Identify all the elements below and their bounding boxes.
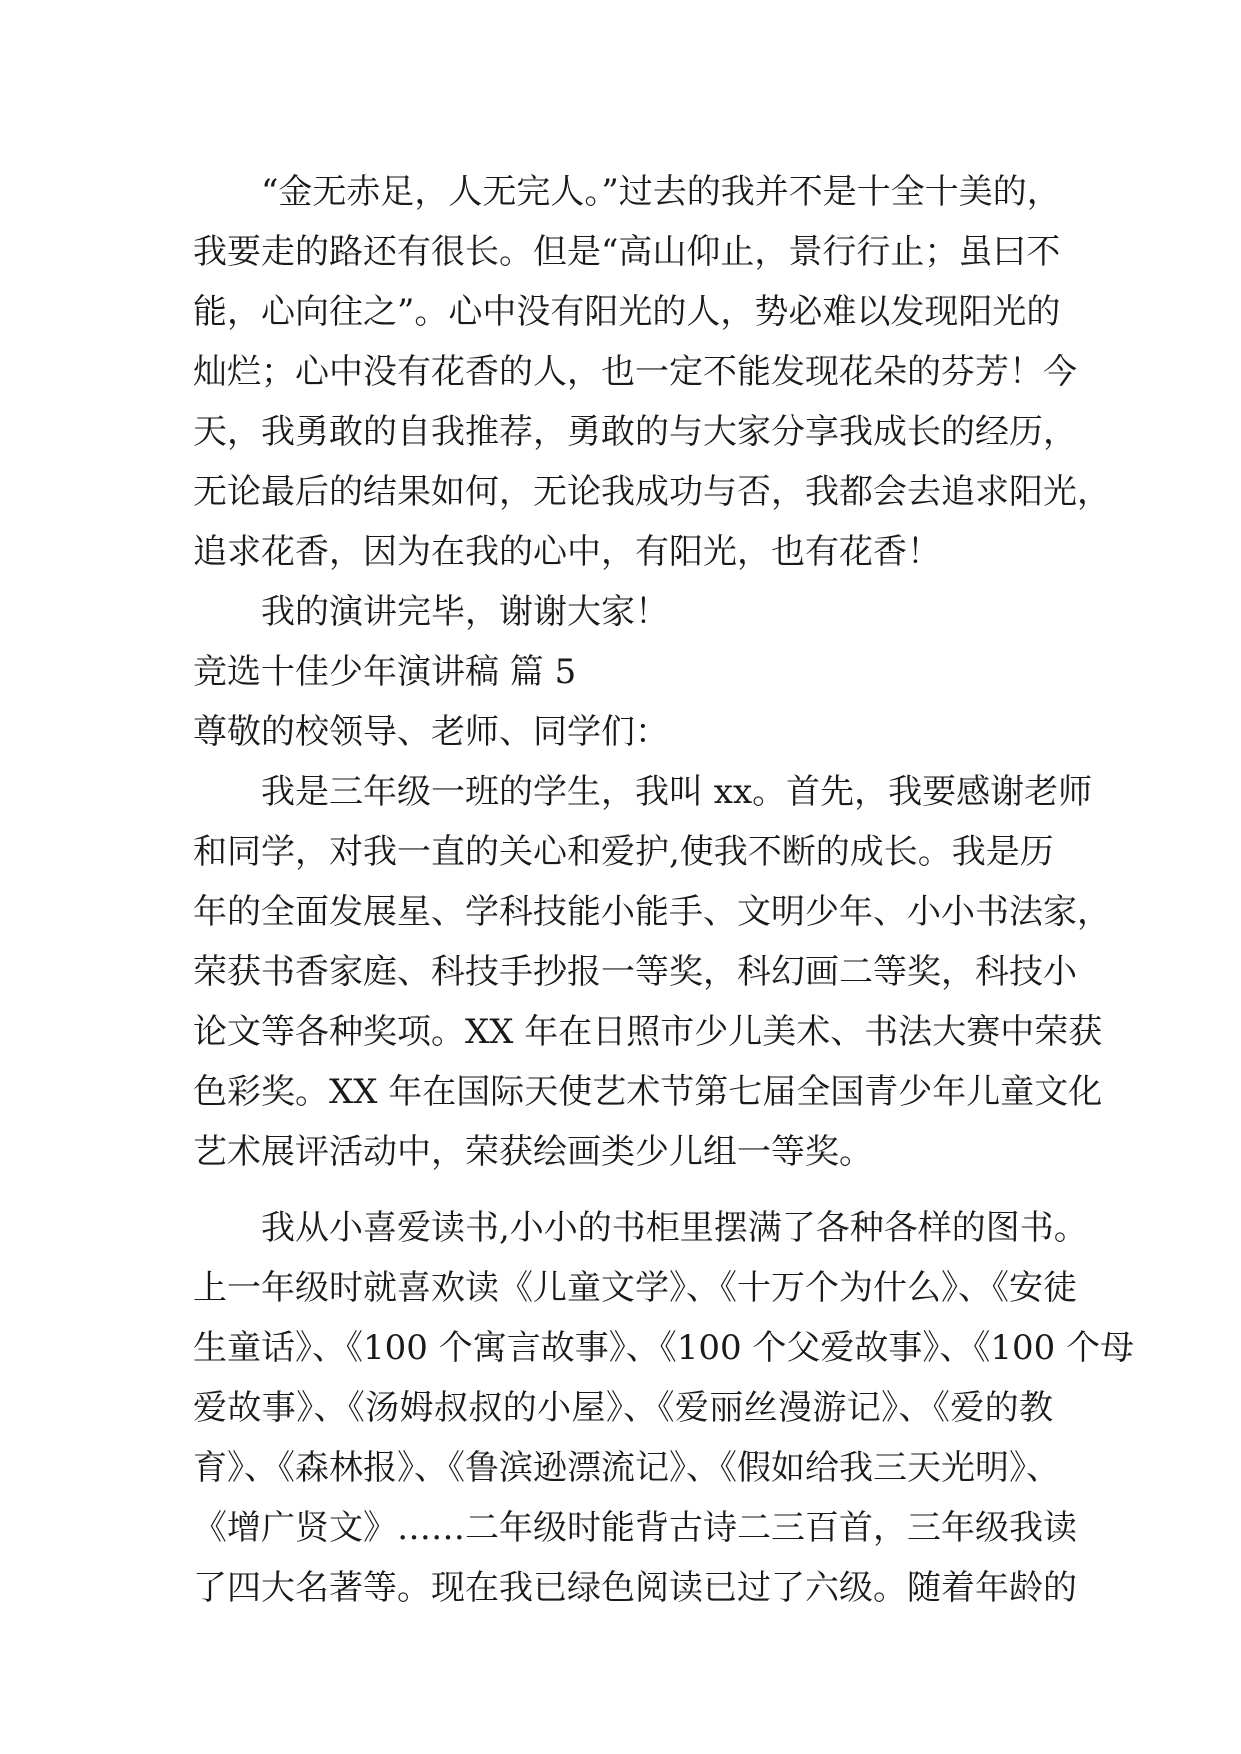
text-line: 了四大名著等。现在我已绿色阅读已过了六级。随着年龄的 [193,1568,1077,1608]
paragraph-self-reflection [193,162,1111,582]
paragraph-reading [193,1198,1135,1618]
text-line: 我要走的路还有很长。但是“高山仰止，景行行止；虽曰不 [193,232,1061,272]
section-heading: 竞选十佳少年演讲稿 篇 5 [193,652,577,692]
text-line: 论文等各种奖项。XX 年在日照市少儿美术、书法大赛中荣获 [193,1012,1103,1052]
paragraph-introduction [193,762,1111,1182]
text-line: 能，心向往之”。心中没有阳光的人，势必难以发现阳光的 [193,292,1061,332]
text-line: 我是三年级一班的学生，我叫 xx。首先，我要感谢老师 [261,772,1093,812]
text-line: 我的演讲完毕，谢谢大家！ [261,592,669,632]
text-line: 荣获书香家庭、科技手抄报一等奖，科幻画二等奖，科技小 [193,952,1077,992]
text-line: 上一年级时就喜欢读《儿童文学》、《十万个为什么》、《安徒 [193,1268,1077,1308]
text-line: 爱故事》、《汤姆叔叔的小屋》、《爱丽丝漫游记》、《爱的教 [193,1388,1053,1428]
document-body [193,162,1135,1618]
text-line: 追求花香，因为在我的心中，有阳光，也有花香！ [193,532,941,572]
text-line: 天，我勇敢的自我推荐，勇敢的与大家分享我成长的经历， [193,412,1077,452]
text-line: 生童话》、《100 个寓言故事》、《100 个父爱故事》、《100 个母 [193,1328,1135,1368]
text-line: 《增广贤文》……二年级时能背古诗二三百首，三年级我读 [193,1508,1077,1548]
salutation: 尊敬的校领导、老师、同学们： [193,712,669,752]
paragraph-closing [193,582,1053,642]
text-line: 无论最后的结果如何，无论我成功与否，我都会去追求阳光， [193,472,1111,512]
text-line: 艺术展评活动中，荣获绘画类少儿组一等奖。 [193,1132,873,1172]
text-line: 育》、《森林报》、《鲁滨逊漂流记》、《假如给我三天光明》、 [193,1448,1060,1488]
text-line: 我从小喜爱读书,小小的书柜里摆满了各种各样的图书。 [261,1208,1088,1248]
text-line: 灿烂；心中没有花香的人，也一定不能发现花朵的芬芳！今 [193,352,1077,392]
text-line: “金无赤足，人无完人。”过去的我并不是十全十美的， [261,172,1061,212]
text-line: 色彩奖。XX 年在国际天使艺术节第七届全国青少年儿童文化 [193,1072,1103,1112]
text-line: 年的全面发展星、学科技能小能手、文明少年、小小书法家， [193,892,1111,932]
text-line: 和同学，对我一直的关心和爱护,使我不断的成长。我是历 [193,832,1054,872]
